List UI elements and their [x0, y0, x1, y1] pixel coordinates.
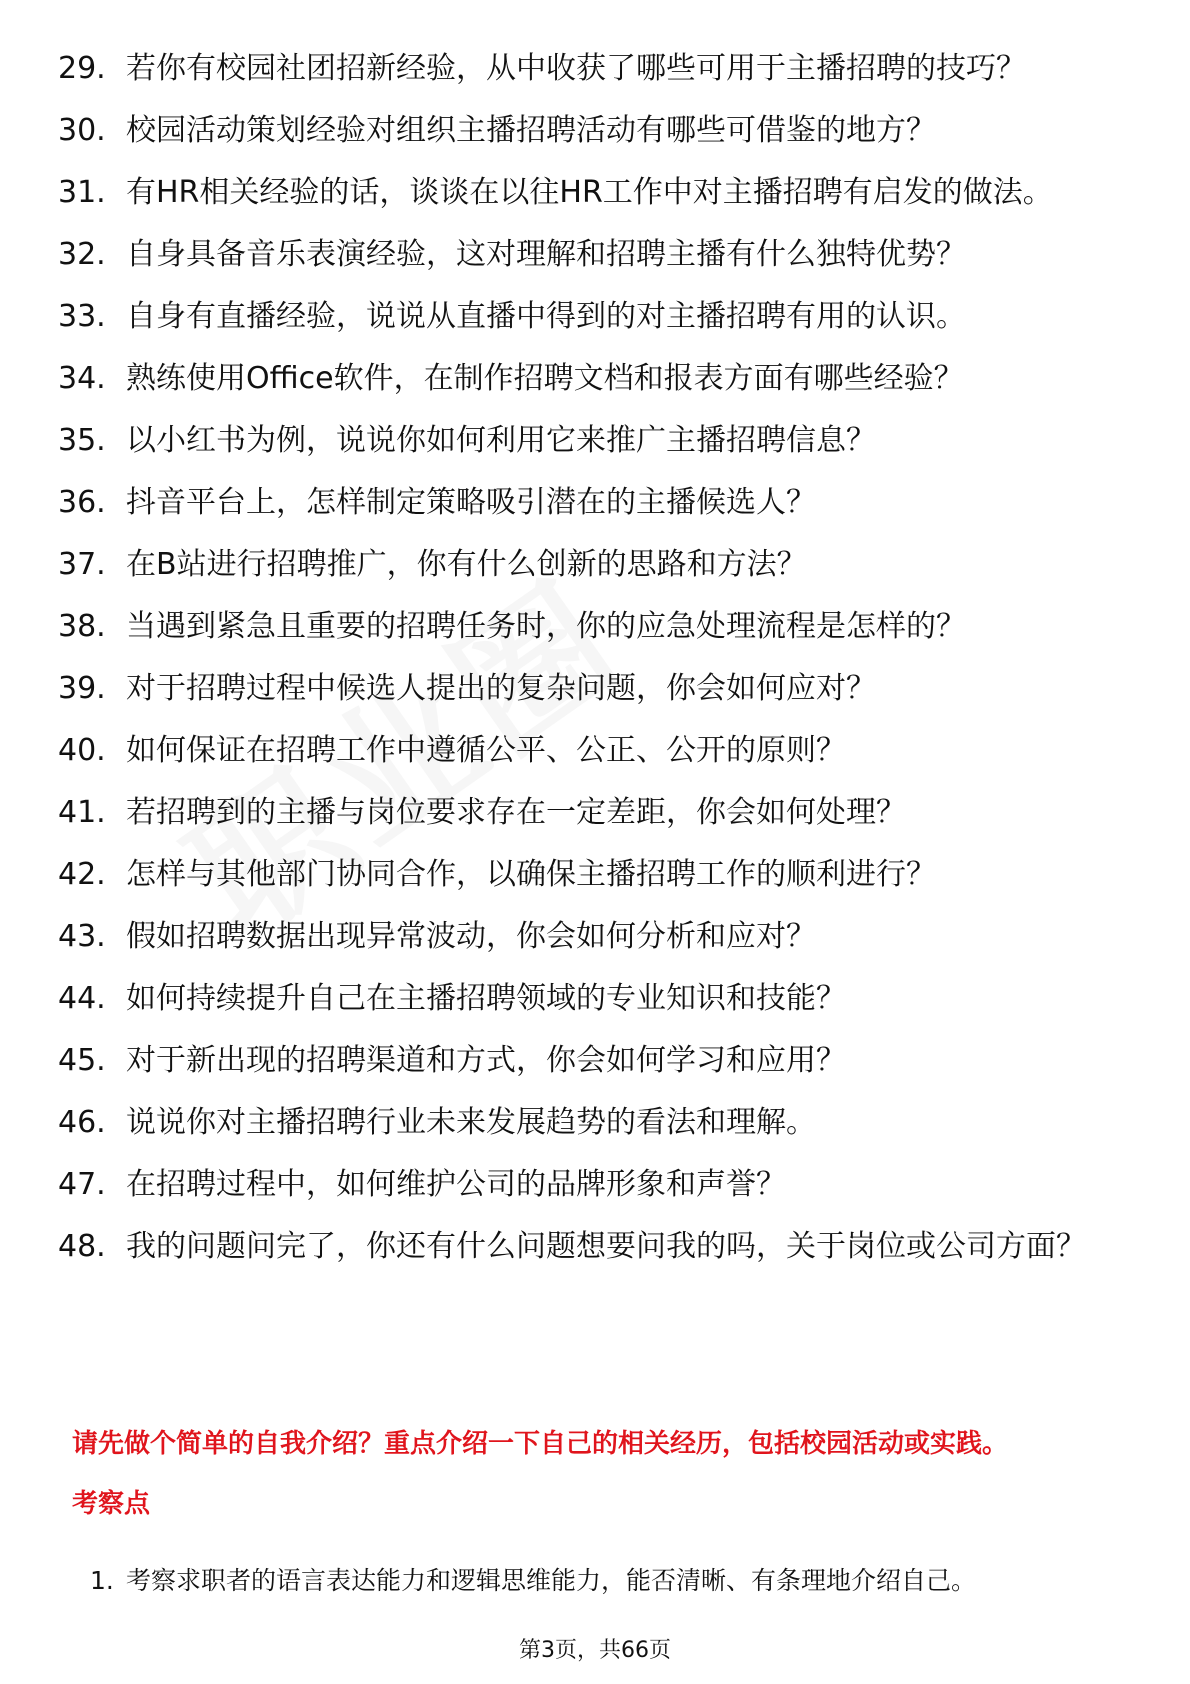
question-number: 40.: [58, 733, 106, 768]
question-text: 对于招聘过程中候选人提出的复杂问题，你会如何应对？: [126, 671, 876, 706]
question-item: [58, 1164, 1118, 1206]
question-list: [58, 48, 1118, 1288]
question-item: [58, 854, 1118, 896]
question-item: [58, 110, 1118, 152]
question-number: 42.: [58, 857, 106, 892]
question-item: [58, 172, 1118, 214]
question-number: 47.: [58, 1167, 106, 1202]
question-number: 41.: [58, 795, 106, 830]
question-item: [58, 1226, 1118, 1268]
question-item: [58, 358, 1118, 400]
question-text: 假如招聘数据出现异常波动，你会如何分析和应对？: [126, 919, 816, 954]
question-item: [58, 296, 1118, 338]
point-number: 1.: [90, 1566, 114, 1595]
question-text: 在B站进行招聘推广，你有什么创新的思路和方法？: [126, 547, 807, 582]
question-item: [58, 482, 1118, 524]
section-heading: 考察点: [72, 1489, 151, 1519]
question-text: 校园活动策划经验对组织主播招聘活动有哪些可借鉴的地方？: [126, 113, 936, 148]
question-number: 33.: [58, 299, 106, 334]
question-text: 自身具备音乐表演经验，这对理解和招聘主播有什么独特优势？: [126, 237, 966, 272]
question-text: 在招聘过程中，如何维护公司的品牌形象和声誉？: [126, 1167, 786, 1202]
question-item: [58, 606, 1118, 648]
question-number: 46.: [58, 1105, 106, 1140]
question-number: 44.: [58, 981, 106, 1016]
question-number: 34.: [58, 361, 106, 396]
question-text: 以小红书为例，说说你如何利用它来推广主播招聘信息？: [126, 423, 876, 458]
question-item: [58, 730, 1118, 772]
question-text: 抖音平台上，怎样制定策略吸引潜在的主播候选人？: [126, 485, 816, 520]
question-text: 若你有校园社团招新经验，从中收获了哪些可用于主播招聘的技巧？: [126, 51, 1026, 86]
question-number: 35.: [58, 423, 106, 458]
question-number: 37.: [58, 547, 106, 582]
question-text: 如何保证在招聘工作中遵循公平、公正、公开的原则？: [126, 733, 846, 768]
question-item: [58, 544, 1118, 586]
question-text: 有HR相关经验的话，谈谈在以往HR工作中对主播招聘有启发的做法。: [126, 175, 1053, 210]
question-text: 我的问题问完了，你还有什么问题想要问我的吗，关于岗位或公司方面？: [126, 1229, 1086, 1264]
question-text: 对于新出现的招聘渠道和方式，你会如何学习和应用？: [126, 1043, 846, 1078]
question-item: [58, 48, 1118, 90]
question-number: 32.: [58, 237, 106, 272]
question-item: [58, 1102, 1118, 1144]
question-item: [58, 792, 1118, 834]
question-number: 38.: [58, 609, 106, 644]
page-footer: 第3页，共66页: [519, 1638, 671, 1663]
question-number: 30.: [58, 113, 106, 148]
question-text: 说说你对主播招聘行业未来发展趋势的看法和理解。: [126, 1105, 816, 1140]
question-item: [58, 1040, 1118, 1082]
question-text: 若招聘到的主播与岗位要求存在一定差距，你会如何处理？: [126, 795, 906, 830]
assessment-point: [90, 1562, 1130, 1600]
question-text: 怎样与其他部门协同合作，以确保主播招聘工作的顺利进行？: [126, 857, 936, 892]
question-item: [58, 668, 1118, 710]
question-number: 36.: [58, 485, 106, 520]
question-item: [58, 234, 1118, 276]
point-text: 考察求职者的语言表达能力和逻辑思维能力，能否清晰、有条理地介绍自己。: [126, 1566, 977, 1595]
question-text: 如何持续提升自己在主播招聘领域的专业知识和技能？: [126, 981, 846, 1016]
section-question: 请先做个简单的自我介绍？重点介绍一下自己的相关经历，包括校园活动或实践。: [72, 1429, 1009, 1459]
question-text: 熟练使用Office软件，在制作招聘文档和报表方面有哪些经验？: [126, 361, 964, 396]
question-number: 48.: [58, 1229, 106, 1264]
question-text: 当遇到紧急且重要的招聘任务时，你的应急处理流程是怎样的？: [126, 609, 966, 644]
question-text: 自身有直播经验，说说从直播中得到的对主播招聘有用的认识。: [126, 299, 966, 334]
question-item: [58, 916, 1118, 958]
question-number: 31.: [58, 175, 106, 210]
question-item: [58, 420, 1118, 462]
question-number: 29.: [58, 51, 106, 86]
question-number: 43.: [58, 919, 106, 954]
question-item: [58, 978, 1118, 1020]
question-number: 45.: [58, 1043, 106, 1078]
question-number: 39.: [58, 671, 106, 706]
